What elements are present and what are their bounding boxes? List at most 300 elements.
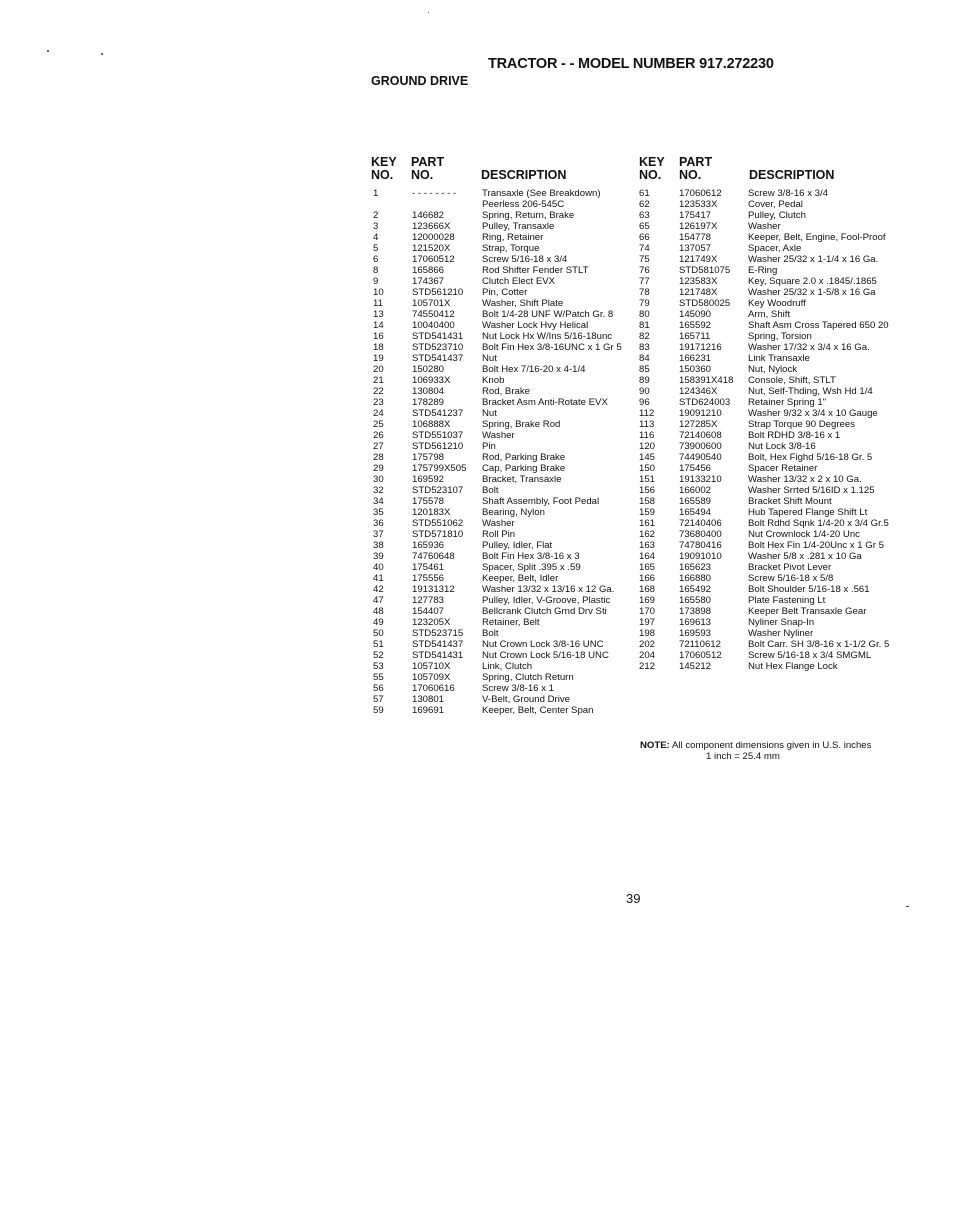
part-no: 145212 [679, 661, 712, 672]
key-no: 113 [639, 419, 655, 430]
part-no: 106888X [412, 419, 451, 430]
table-row [639, 430, 909, 441]
part-no: 173898 [679, 606, 712, 617]
table-row [371, 287, 636, 298]
parts-list-right [639, 188, 909, 672]
key-no: 65 [639, 221, 650, 232]
table-row [371, 232, 636, 243]
part-no: 175578 [412, 496, 445, 507]
key-no: 40 [373, 562, 384, 573]
description: Bolt, Hex Fighd 5/16-18 Gr. 5 [748, 452, 873, 463]
part-no: 158391X418 [679, 375, 734, 386]
key-no: 3 [373, 221, 379, 232]
table-row [371, 397, 636, 408]
part-no: 166880 [679, 573, 712, 584]
part-no: 126197X [679, 221, 718, 232]
part-no: 169593 [679, 628, 712, 639]
part-no: 127285X [679, 419, 718, 430]
table-row [639, 496, 909, 507]
table-row [371, 617, 636, 628]
table-row [639, 243, 909, 254]
description: Strap, Torque [482, 243, 540, 254]
key-no: 36 [373, 518, 384, 529]
description: Bolt 1/4-28 UNF W/Patch Gr. 8 [482, 309, 614, 320]
part-no: 19133210 [679, 474, 722, 485]
table-row [639, 287, 909, 298]
dimensions-note [640, 740, 871, 762]
part-no: 123583X [679, 276, 718, 287]
table-row [371, 540, 636, 551]
table-row [639, 309, 909, 320]
key-no: 112 [639, 408, 655, 419]
page-number: 39 [626, 891, 641, 906]
table-row [371, 408, 636, 419]
key-no: 57 [373, 694, 384, 705]
part-no: STD541237 [412, 408, 464, 419]
description: Keeper Belt Transaxle Gear [748, 606, 867, 617]
part-no: STD561210 [412, 441, 464, 452]
description: Spring, Brake Rod [482, 419, 561, 430]
table-row [639, 298, 909, 309]
description: Pin, Cotter [482, 287, 528, 298]
part-no: STD571810 [412, 529, 464, 540]
key-no: 47 [373, 595, 384, 606]
key-no: 1 [373, 188, 379, 199]
part-no: 19131312 [412, 584, 455, 595]
description: Washer Srrted 5/16ID x 1.125 [748, 485, 875, 496]
description: Bolt Carr. SH 3/8-16 x 1-1/2 Gr. 5 [748, 639, 890, 650]
description: Retainer Spring 1" [748, 397, 827, 408]
table-row [639, 254, 909, 265]
parts-table-right [639, 0, 909, 1229]
part-no: 121749X [679, 254, 718, 265]
part-no: STD580025 [679, 298, 731, 309]
table-row [639, 639, 909, 650]
description: Nut Crown Lock 5/16-18 UNC [482, 650, 609, 661]
part-no: 73680400 [679, 529, 722, 540]
part-no: 175556 [412, 573, 445, 584]
key-no: 53 [373, 661, 384, 672]
description-header: DESCRIPTION [481, 168, 567, 182]
part-no-header: PART NO. [679, 155, 713, 182]
description: Washer 17/32 x 3/4 x 16 Ga. [748, 342, 870, 353]
table-row [371, 463, 636, 474]
key-no: 62 [639, 199, 650, 210]
description: Nut Crown Lock 3/8-16 UNC [482, 639, 604, 650]
table-row [639, 265, 909, 276]
part-no: 165623 [679, 562, 712, 573]
description: Washer Nyliner [748, 628, 814, 639]
part-no: STD551062 [412, 518, 464, 529]
table-row [371, 342, 636, 353]
table-row [639, 595, 909, 606]
table-row [371, 430, 636, 441]
description: Shaft Asm Cross Tapered 650 20 [748, 320, 889, 331]
description: Screw 5/16-18 x 5/8 [748, 573, 834, 584]
table-row [371, 309, 636, 320]
description: Nut, Nylock [748, 364, 798, 375]
key-no: 61 [639, 188, 650, 199]
part-no: 120183X [412, 507, 451, 518]
key-no: 89 [639, 375, 650, 386]
part-no: 17060512 [679, 650, 722, 661]
description: Nyliner Snap-In [748, 617, 815, 628]
description: Link, Clutch [482, 661, 533, 672]
key-no: 75 [639, 254, 650, 265]
description: Keeper, Belt, Engine, Fool-Proof [748, 232, 886, 243]
description: Pulley, Clutch [748, 210, 806, 221]
part-no: 165589 [679, 496, 712, 507]
part-no: 166231 [679, 353, 712, 364]
key-no: 30 [373, 474, 384, 485]
table-row [639, 485, 909, 496]
part-no: 165580 [679, 595, 712, 606]
part-no: 123205X [412, 617, 451, 628]
description: Pulley, Idler, Flat [482, 540, 553, 551]
part-no-header: PART NO. [411, 155, 445, 182]
part-no: 137057 [679, 243, 712, 254]
description: Nut Crownlock 1/4-20 Unc [748, 529, 860, 540]
part-no: 178289 [412, 397, 445, 408]
key-no: 158 [639, 496, 656, 507]
key-no: 24 [373, 408, 384, 419]
key-no: 63 [639, 210, 650, 221]
key-no: 151 [639, 474, 656, 485]
key-no: 6 [373, 254, 379, 265]
key-no: 39 [373, 551, 384, 562]
key-no: 41 [373, 573, 384, 584]
key-no: 38 [373, 540, 384, 551]
table-row [639, 386, 909, 397]
description: Washer 25/32 x 1-1/4 x 16 Ga. [748, 254, 879, 265]
key-no: 19 [373, 353, 384, 364]
key-no: 204 [639, 650, 656, 661]
part-no: 165711 [679, 331, 711, 342]
table-row [371, 518, 636, 529]
description: Screw 3/8-16 x 3/4 [748, 188, 828, 199]
table-row [371, 375, 636, 386]
description: Key, Square 2.0 x .1845/.1865 [748, 276, 877, 287]
table-row [371, 243, 636, 254]
description: Bolt Fin Hex 3/8-16UNC x 1 Gr 5 [482, 342, 622, 353]
note-label: NOTE: [640, 740, 670, 751]
table-row [371, 672, 636, 683]
table-row [371, 265, 636, 276]
part-no: 72140406 [679, 518, 722, 529]
table-row [371, 474, 636, 485]
description: Bolt [482, 485, 499, 496]
part-no: STD624003 [679, 397, 731, 408]
description: Nut, Self-Thding, Wsh Hd 1/4 [748, 386, 873, 397]
key-no: 26 [373, 430, 384, 441]
table-row [639, 507, 909, 518]
key-no: 77 [639, 276, 650, 287]
part-no: 121520X [412, 243, 451, 254]
key-no: 51 [373, 639, 384, 650]
description: Washer Lock Hvy Helical [482, 320, 589, 331]
key-no: 83 [639, 342, 650, 353]
description: Bolt Rdhd Sqnk 1/4-20 x 3/4 Gr.5 [748, 518, 889, 529]
table-row [371, 661, 636, 672]
part-no: 175461 [412, 562, 445, 573]
table-row [639, 628, 909, 639]
description: Clutch Elect EVX [482, 276, 556, 287]
key-no: 81 [639, 320, 650, 331]
part-no: STD541437 [412, 353, 464, 364]
table-row [371, 562, 636, 573]
description: Washer 13/32 x 2 x 10 Ga. [748, 474, 862, 485]
parts-table-left [371, 0, 636, 1229]
part-no: 105710X [412, 661, 451, 672]
description: Cover, Pedal [748, 199, 803, 210]
table-row [371, 573, 636, 584]
key-no: 32 [373, 485, 384, 496]
key-no: 165 [639, 562, 656, 573]
part-no: 19091210 [679, 408, 722, 419]
description: V-Belt, Ground Drive [482, 694, 570, 705]
part-no: STD541431 [412, 331, 464, 342]
part-no: 73900600 [679, 441, 722, 452]
key-no: 37 [373, 529, 384, 540]
key-no: 168 [639, 584, 656, 595]
key-no: 212 [639, 661, 656, 672]
part-no: 130801 [412, 694, 445, 705]
key-no: 9 [373, 276, 379, 287]
key-no: 49 [373, 617, 384, 628]
part-no: STD523710 [412, 342, 464, 353]
table-row [639, 188, 909, 199]
part-no: 165494 [679, 507, 712, 518]
key-no: 55 [373, 672, 384, 683]
key-no: 96 [639, 397, 650, 408]
key-no: 170 [639, 606, 656, 617]
description: Transaxle (See Breakdown) Peerless 206-545C [482, 188, 601, 210]
table-row [371, 210, 636, 221]
description: Rod, Parking Brake [482, 452, 566, 463]
description: Arm, Shift [748, 309, 791, 320]
description: Spring, Clutch Return [482, 672, 574, 683]
part-no: 74490540 [679, 452, 722, 463]
table-row [371, 298, 636, 309]
key-no: 84 [639, 353, 650, 364]
description: Knob [482, 375, 505, 386]
table-row [371, 485, 636, 496]
table-row [639, 584, 909, 595]
table-row [639, 364, 909, 375]
part-no: 10040400 [412, 320, 455, 331]
part-no: 169613 [679, 617, 712, 628]
key-no: 27 [373, 441, 384, 452]
key-no: 78 [639, 287, 650, 298]
table-row [639, 452, 909, 463]
key-no: 42 [373, 584, 384, 595]
table-row [371, 584, 636, 595]
description: Shaft Assembly, Foot Pedal [482, 496, 600, 507]
description: Washer 25/32 x 1-5/8 x 16 Ga [748, 287, 876, 298]
key-no: 80 [639, 309, 650, 320]
description: Bearing, Nylon [482, 507, 545, 518]
table-row [639, 441, 909, 452]
key-no: 16 [373, 331, 384, 342]
description: E-Ring [748, 265, 778, 276]
key-no: 56 [373, 683, 384, 694]
part-no: 17060616 [412, 683, 455, 694]
key-no: 202 [639, 639, 656, 650]
table-row [371, 551, 636, 562]
part-no: 124346X [679, 386, 718, 397]
key-no: 163 [639, 540, 656, 551]
key-no: 156 [639, 485, 656, 496]
key-no: 159 [639, 507, 656, 518]
table-row [639, 408, 909, 419]
table-row [371, 496, 636, 507]
key-no: 76 [639, 265, 650, 276]
key-no: 145 [639, 452, 656, 463]
table-row [371, 320, 636, 331]
key-no: 116 [639, 430, 655, 441]
part-no: 154407 [412, 606, 445, 617]
description: Nut Lock 3/8-16 [748, 441, 816, 452]
description: Cap, Parking Brake [482, 463, 566, 474]
key-no: 50 [373, 628, 384, 639]
description: Spacer, Axle [748, 243, 802, 254]
key-no: 169 [639, 595, 656, 606]
table-row [371, 254, 636, 265]
description: Washer 5/8 x .281 x 10 Ga [748, 551, 862, 562]
table-row [371, 507, 636, 518]
part-no: 150360 [679, 364, 712, 375]
key-no: 8 [373, 265, 379, 276]
table-row [371, 441, 636, 452]
description: Plate Fastening Lt [748, 595, 826, 606]
part-no: 127783 [412, 595, 445, 606]
part-no: 74550412 [412, 309, 455, 320]
table-row [371, 188, 636, 210]
part-no: 175456 [679, 463, 712, 474]
description: Bracket Pivot Lever [748, 562, 832, 573]
part-no: 17060612 [679, 188, 722, 199]
part-no: 105701X [412, 298, 451, 309]
key-no: 21 [373, 375, 384, 386]
key-no: 23 [373, 397, 384, 408]
key-no: 198 [639, 628, 656, 639]
table-row [639, 199, 909, 210]
table-row [371, 353, 636, 364]
description: Keeper, Belt, Center Span [482, 705, 594, 716]
key-no: 2 [373, 210, 379, 221]
table-row [639, 518, 909, 529]
description: Washer 9/32 x 3/4 x 10 Gauge [748, 408, 878, 419]
description: Retainer, Belt [482, 617, 540, 628]
description: Washer 13/32 x 13/16 x 12 Ga. [482, 584, 615, 595]
key-no: 25 [373, 419, 384, 430]
key-no: 150 [639, 463, 656, 474]
key-no: 18 [373, 342, 384, 353]
part-no: 150280 [412, 364, 445, 375]
description: Spring, Return, Brake [482, 210, 575, 221]
table-row [371, 419, 636, 430]
key-no: 120 [639, 441, 656, 452]
description: Pulley, Idler, V-Groove, Plastic [482, 595, 611, 606]
description: Washer [748, 221, 781, 232]
description: Bolt Fin Hex 3/8-16 x 3 [482, 551, 580, 562]
key-no: 161 [639, 518, 656, 529]
description: Bracket Shift Mount [748, 496, 832, 507]
table-row [639, 210, 909, 221]
table-row [639, 276, 909, 287]
part-no: 154778 [679, 232, 712, 243]
key-no: 79 [639, 298, 650, 309]
table-row [639, 419, 909, 430]
part-no: - - - - - - - - [412, 188, 457, 199]
part-no: 19091010 [679, 551, 722, 562]
description: Hub Tapered Flange Shift Lt [748, 507, 868, 518]
table-row [371, 386, 636, 397]
part-no: STD581075 [679, 265, 731, 276]
description: Spacer, Split .395 x .59 [482, 562, 581, 573]
key-no: 166 [639, 573, 656, 584]
table-row [371, 595, 636, 606]
description: Key Woodruff [748, 298, 806, 309]
description: Link Transaxle [748, 353, 810, 364]
part-no: STD523715 [412, 628, 464, 639]
part-no: 121748X [679, 287, 718, 298]
description: Bolt RDHD 3/8-16 x 1 [748, 430, 841, 441]
part-no: 106933X [412, 375, 451, 386]
key-no: 10 [373, 287, 384, 298]
part-no: 166002 [679, 485, 712, 496]
key-no: 197 [639, 617, 656, 628]
note-conversion: 1 inch = 25.4 mm [706, 751, 780, 762]
key-no-header: KEY NO. [639, 155, 665, 182]
description: Bolt [482, 628, 499, 639]
key-no: 48 [373, 606, 384, 617]
part-no: STD561210 [412, 287, 464, 298]
table-row [371, 683, 636, 694]
description: Console, Shift, STLT [748, 375, 836, 386]
key-no: 162 [639, 529, 656, 540]
description: Bellcrank Clutch Grnd Drv Sti [482, 606, 607, 617]
description: Bracket, Transaxle [482, 474, 562, 485]
table-row [639, 529, 909, 540]
table-row [639, 606, 909, 617]
key-no: 11 [373, 298, 383, 309]
table-row [639, 650, 909, 661]
description: Nut Lock Hx W/Ins 5/16-18unc [482, 331, 613, 342]
table-row [639, 562, 909, 573]
part-no: 175799X505 [412, 463, 467, 474]
parts-list-left [371, 188, 636, 716]
part-no: STD541437 [412, 639, 464, 650]
part-no: STD551037 [412, 430, 464, 441]
description: Pin [482, 441, 496, 452]
table-row [371, 694, 636, 705]
description: Nut Hex Flange Lock [748, 661, 838, 672]
table-row [371, 650, 636, 661]
table-row [639, 573, 909, 584]
table-row [371, 529, 636, 540]
table-row [639, 221, 909, 232]
part-no: 19171216 [679, 342, 722, 353]
table-row [371, 639, 636, 650]
part-no: 169691 [412, 705, 445, 716]
key-no: 52 [373, 650, 384, 661]
key-no: 90 [639, 386, 650, 397]
part-no: 12000028 [412, 232, 455, 243]
key-no: 59 [373, 705, 384, 716]
key-no: 20 [373, 364, 384, 375]
table-row [639, 331, 909, 342]
